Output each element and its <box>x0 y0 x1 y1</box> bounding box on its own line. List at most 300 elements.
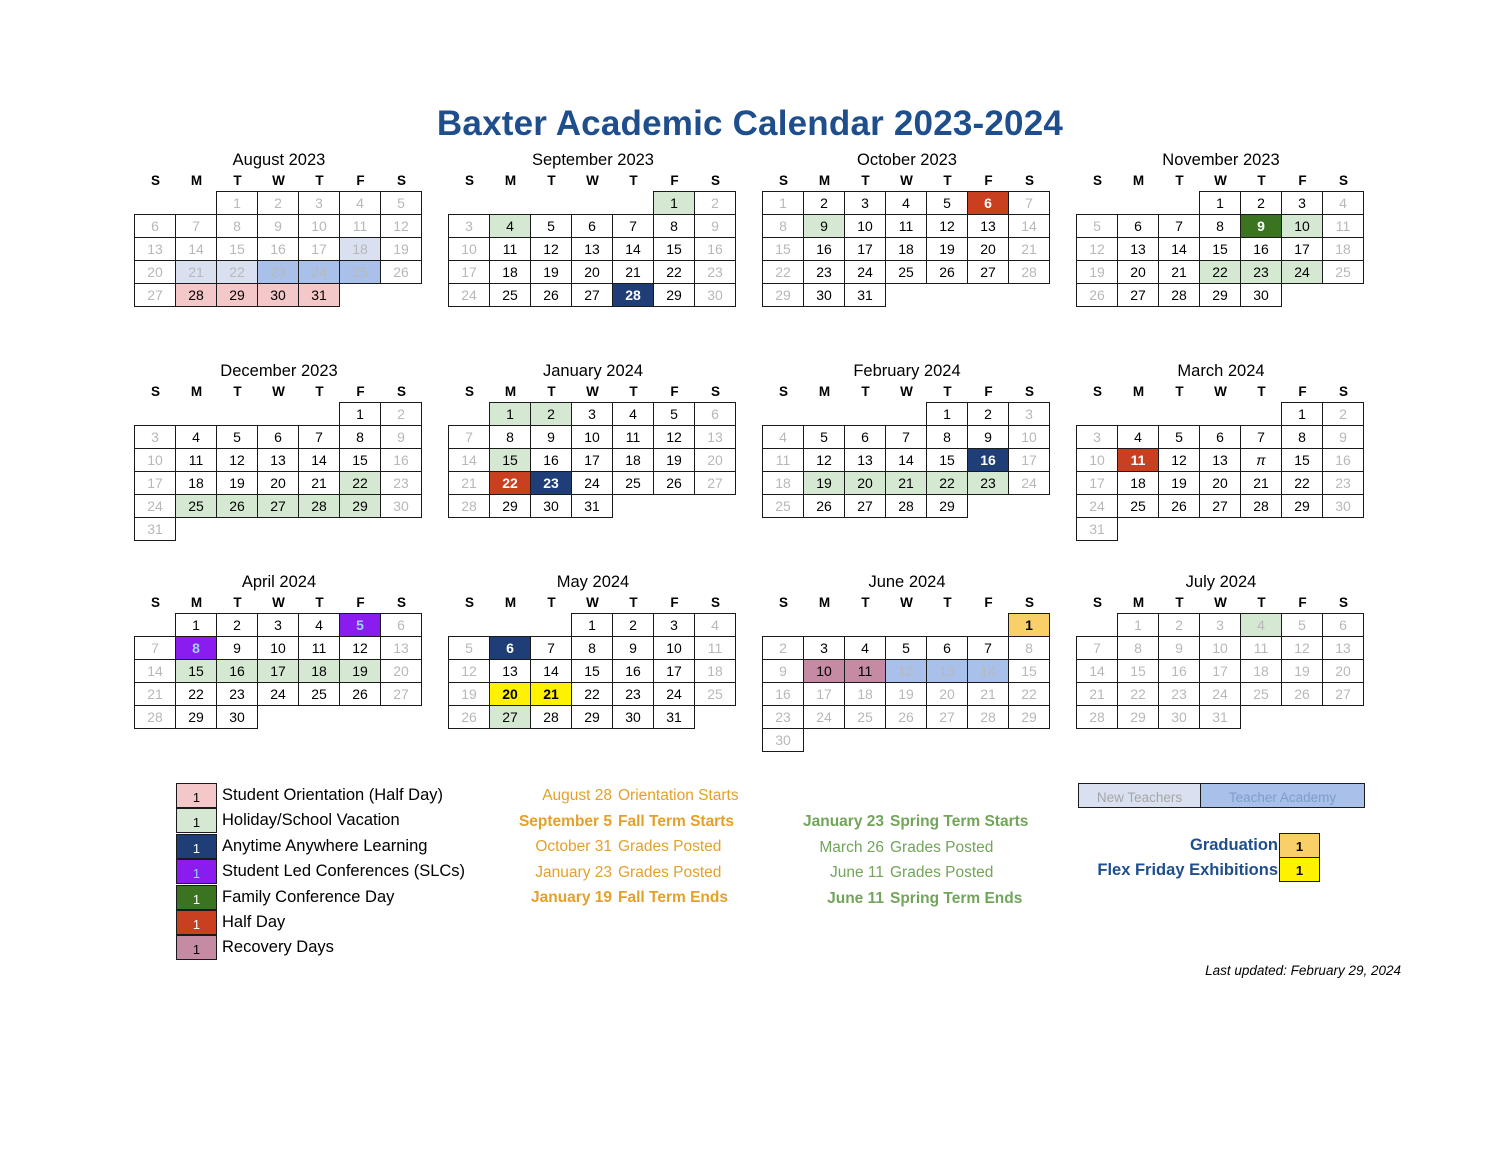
day-cell: π <box>1241 449 1282 472</box>
weekday-label: M <box>818 384 831 399</box>
day-cell: 15 <box>927 449 968 472</box>
month-title: July 2024 <box>1185 573 1257 591</box>
day-cell: 12 <box>1159 449 1200 472</box>
month-title: January 2024 <box>543 362 643 380</box>
day-cell: 24 <box>654 683 695 706</box>
weekday-label: W <box>1214 173 1227 188</box>
day-cell: 11 <box>1241 637 1282 660</box>
day-cell: 15 <box>762 238 804 261</box>
day-cell: 13 <box>1118 238 1159 261</box>
month-title: February 2024 <box>853 362 961 380</box>
day-cell: 27 <box>968 261 1009 284</box>
day-cell: 26 <box>1159 495 1200 518</box>
day-cell: 2 <box>613 613 654 637</box>
day-cell: 13 <box>695 426 736 449</box>
day-cell: 1 <box>216 191 258 215</box>
month-title: November 2023 <box>1162 151 1280 169</box>
weekday-label: F <box>670 595 679 610</box>
day-cell: 19 <box>340 660 381 683</box>
day-cell: 24 <box>448 284 490 307</box>
day-cell: 23 <box>531 472 572 495</box>
weekday-label: S <box>710 384 720 399</box>
day-cell: 16 <box>531 449 572 472</box>
day-cell: 6 <box>1118 214 1159 238</box>
weekday-label: W <box>1214 595 1227 610</box>
weekday-label: T <box>233 384 242 399</box>
day-cell: 16 <box>1241 238 1282 261</box>
day-cell: 31 <box>134 518 176 541</box>
day-cell: 25 <box>1323 261 1364 284</box>
day-cell: 1 <box>1281 402 1323 426</box>
day-cell: 19 <box>217 472 258 495</box>
day-cell: 18 <box>886 238 927 261</box>
weekday-label: F <box>1298 173 1307 188</box>
day-cell: 11 <box>1118 449 1159 472</box>
day-cell: 5 <box>448 636 490 660</box>
day-cell: 27 <box>1323 683 1364 706</box>
month-title: March 2024 <box>1177 362 1265 380</box>
day-cell: 27 <box>572 284 613 307</box>
day-cell: 15 <box>1282 449 1323 472</box>
day-cell: 28 <box>448 495 490 518</box>
day-cell: 21 <box>531 683 572 706</box>
day-cell: 19 <box>1159 472 1200 495</box>
day-cell: 1 <box>339 402 381 426</box>
month-calendar <box>1077 361 1365 537</box>
day-cell: 25 <box>490 284 531 307</box>
month-title: August 2023 <box>232 151 326 169</box>
day-cell: 27 <box>381 683 422 706</box>
month-calendar <box>1077 572 1365 725</box>
weekday-label: S <box>150 384 160 399</box>
day-cell: 1 <box>1117 613 1159 637</box>
day-cell: 23 <box>968 472 1009 495</box>
weekday-label: M <box>818 595 831 610</box>
day-cell: 4 <box>490 214 531 238</box>
day-cell: 5 <box>381 191 422 215</box>
day-cell: 6 <box>968 191 1009 215</box>
legend-swatch: 1 <box>176 910 217 935</box>
day-cell: 18 <box>490 261 531 284</box>
weekday-header <box>135 381 423 403</box>
day-cell: 31 <box>1076 518 1118 541</box>
day-cell: 4 <box>176 425 217 449</box>
weekday-label: T <box>1257 384 1266 399</box>
day-cell: 25 <box>845 706 886 729</box>
day-cell: 20 <box>134 261 176 284</box>
day-cell: 23 <box>804 261 845 284</box>
day-cell: 2 <box>804 191 845 215</box>
day-cell: 14 <box>134 660 176 683</box>
day-cell: 30 <box>762 729 804 752</box>
day-cell: 13 <box>1200 449 1241 472</box>
day-cell: 29 <box>762 284 804 307</box>
day-cell: 26 <box>886 706 927 729</box>
day-cell: 24 <box>845 261 886 284</box>
day-cell: 24 <box>1076 495 1118 518</box>
weekday-label: S <box>1024 173 1034 188</box>
day-cell: 5 <box>654 402 695 426</box>
day-cell: 9 <box>695 215 736 238</box>
day-cell: 4 <box>1118 425 1159 449</box>
day-cell: 19 <box>531 261 572 284</box>
day-cell: 12 <box>886 660 927 683</box>
day-cell: 6 <box>134 214 176 238</box>
weekday-label: S <box>1092 595 1102 610</box>
day-cell: 4 <box>1323 191 1364 215</box>
day-cell: 13 <box>927 660 968 683</box>
day-cell: 6 <box>258 425 299 449</box>
day-cell: 21 <box>1009 238 1050 261</box>
day-cell: 26 <box>1076 284 1118 307</box>
day-cell: 3 <box>1200 613 1241 637</box>
legend-label: Family Conference Day <box>222 887 395 906</box>
day-cell: 29 <box>1282 495 1323 518</box>
day-cell: 28 <box>1159 284 1200 307</box>
term-date: September 5 <box>518 812 612 830</box>
day-cell: 30 <box>1159 706 1200 729</box>
day-cell: 12 <box>381 215 422 238</box>
day-cell: 3 <box>1282 191 1323 215</box>
day-cell: 2 <box>217 613 258 637</box>
day-cell: 23 <box>1323 472 1364 495</box>
day-cell: 12 <box>1076 238 1118 261</box>
weekday-label: F <box>356 595 365 610</box>
weekday-header <box>449 170 737 192</box>
day-cell: 24 <box>1282 261 1323 284</box>
weekday-label: S <box>464 173 474 188</box>
day-cell: 25 <box>299 683 340 706</box>
day-cell: 5 <box>927 191 968 215</box>
day-cell: 1 <box>653 191 695 215</box>
weekday-label: M <box>504 595 517 610</box>
term-date: March 26 <box>819 838 884 856</box>
weekday-header <box>763 592 1051 614</box>
weekday-label: W <box>272 173 285 188</box>
month-calendar <box>763 572 1051 748</box>
weekday-label: S <box>1024 595 1034 610</box>
day-cell: 2 <box>258 191 299 215</box>
weekday-header <box>135 592 423 614</box>
day-cell: 21 <box>299 472 340 495</box>
day-cell: 10 <box>258 637 299 660</box>
month-calendar <box>763 150 1051 303</box>
day-cell: 29 <box>572 706 613 729</box>
day-cell: 28 <box>1241 495 1282 518</box>
day-cell: 7 <box>968 636 1009 660</box>
day-cell: 21 <box>1159 261 1200 284</box>
weekday-label: S <box>1338 595 1348 610</box>
weekday-label: S <box>1092 173 1102 188</box>
day-cell: 14 <box>1159 238 1200 261</box>
day-cell: 24 <box>572 472 613 495</box>
day-cell: 30 <box>695 284 736 307</box>
term-date: June 11 <box>829 864 884 881</box>
day-cell: 5 <box>531 214 572 238</box>
day-cell: 8 <box>762 215 804 238</box>
day-cell: 14 <box>176 238 217 261</box>
month-title: June 2024 <box>868 573 946 591</box>
day-cell: 7 <box>299 425 340 449</box>
day-cell: 19 <box>886 683 927 706</box>
day-cell: 10 <box>1282 215 1323 238</box>
day-cell: 8 <box>340 426 381 449</box>
day-cell: 8 <box>1118 637 1159 660</box>
day-cell: 3 <box>804 636 845 660</box>
day-cell: 22 <box>1200 261 1241 284</box>
weekday-label: F <box>356 384 365 399</box>
month-title: October 2023 <box>857 151 957 169</box>
day-cell: 8 <box>217 215 258 238</box>
day-cell: 2 <box>968 402 1009 426</box>
day-cell: 24 <box>1200 683 1241 706</box>
weekday-label: W <box>900 384 913 399</box>
legend-label: Recovery Days <box>222 938 334 957</box>
day-cell: 13 <box>845 449 886 472</box>
weekday-label: T <box>629 384 638 399</box>
day-cell: 28 <box>968 706 1009 729</box>
weekday-label: S <box>1338 384 1348 399</box>
weekday-label: S <box>778 173 788 188</box>
day-cell: 4 <box>845 636 886 660</box>
day-cell: 2 <box>1241 191 1282 215</box>
day-cell: 15 <box>217 238 258 261</box>
day-cell: 18 <box>845 683 886 706</box>
legend-label: Anytime Anywhere Learning <box>222 836 428 855</box>
term-event: Spring Term Ends <box>890 889 1023 907</box>
day-cell: 31 <box>299 284 340 307</box>
day-cell: 17 <box>258 660 299 683</box>
day-cell: 3 <box>1076 425 1118 449</box>
term-event: Fall Term Starts <box>618 812 735 830</box>
day-cell: 22 <box>490 472 531 495</box>
day-cell: 29 <box>217 284 258 307</box>
month-calendar <box>135 361 423 537</box>
term-date: August 28 <box>542 787 612 804</box>
day-cell: 27 <box>134 284 176 307</box>
day-cell: 15 <box>572 660 613 683</box>
day-cell: 25 <box>1118 495 1159 518</box>
legend-label: Student Orientation (Half Day) <box>222 786 444 804</box>
day-cell: 11 <box>886 215 927 238</box>
day-cell: 26 <box>340 683 381 706</box>
weekday-label: S <box>1092 384 1102 399</box>
weekday-label: T <box>629 173 638 188</box>
term-date: June 11 <box>827 889 884 907</box>
term-event: Grades Posted <box>618 838 722 855</box>
day-cell: 8 <box>927 426 968 449</box>
day-cell: 29 <box>176 706 217 729</box>
day-cell: 20 <box>695 449 736 472</box>
day-cell: 29 <box>654 284 695 307</box>
last-updated: Last updated: February 29, 2024 <box>1205 963 1401 978</box>
day-cell: 18 <box>613 449 654 472</box>
day-cell: 15 <box>1200 238 1241 261</box>
day-cell: 9 <box>1241 215 1282 238</box>
special-legend <box>1080 833 1320 885</box>
month-calendar <box>763 361 1051 514</box>
day-cell: 16 <box>1323 449 1364 472</box>
day-cell: 1 <box>926 402 968 426</box>
day-cell: 28 <box>299 495 340 518</box>
weekday-label: T <box>233 173 242 188</box>
day-cell: 30 <box>531 495 572 518</box>
term-event: Fall Term Ends <box>618 889 728 906</box>
month-calendar <box>1077 150 1365 303</box>
day-cell: 28 <box>134 706 176 729</box>
weekday-label: W <box>586 595 599 610</box>
weekday-header <box>763 170 1051 192</box>
weekday-label: W <box>272 595 285 610</box>
weekday-label: S <box>778 595 788 610</box>
day-cell: 14 <box>531 660 572 683</box>
day-cell: 30 <box>258 284 299 307</box>
day-cell: 9 <box>762 660 804 683</box>
day-cell: 28 <box>1009 261 1050 284</box>
day-cell: 30 <box>1323 495 1364 518</box>
day-cell: 25 <box>176 495 217 518</box>
day-cell: 17 <box>1282 238 1323 261</box>
term-date: January 23 <box>535 863 612 881</box>
day-cell: 8 <box>1009 637 1050 660</box>
weekday-label: F <box>984 384 993 399</box>
term-date: January 19 <box>531 889 612 906</box>
day-cell: 11 <box>613 426 654 449</box>
day-cell: 10 <box>572 426 613 449</box>
day-cell: 4 <box>299 613 340 637</box>
day-cell: 11 <box>490 238 531 261</box>
day-cell: 25 <box>340 261 381 284</box>
day-cell: 29 <box>490 495 531 518</box>
day-cell: 23 <box>695 261 736 284</box>
day-cell: 20 <box>1323 660 1364 683</box>
day-cell: 19 <box>448 683 490 706</box>
day-cell: 16 <box>217 660 258 683</box>
weekday-label: T <box>547 384 556 399</box>
day-cell: 1 <box>762 191 804 215</box>
day-cell: 28 <box>886 495 927 518</box>
day-cell: 18 <box>695 660 736 683</box>
day-cell: 22 <box>927 472 968 495</box>
day-cell: 2 <box>695 191 736 215</box>
day-cell: 3 <box>1009 402 1050 426</box>
day-cell: 23 <box>613 683 654 706</box>
day-cell: 30 <box>381 495 422 518</box>
day-cell: 19 <box>927 238 968 261</box>
day-cell: 5 <box>1282 613 1323 637</box>
legend-swatch: 1 <box>176 859 217 884</box>
day-cell: 11 <box>845 660 886 683</box>
day-cell: 23 <box>381 472 422 495</box>
weekday-label: S <box>710 173 720 188</box>
day-cell: 12 <box>927 215 968 238</box>
weekday-label: S <box>150 595 160 610</box>
day-cell: 18 <box>762 472 804 495</box>
day-cell: 9 <box>804 215 845 238</box>
day-cell: 18 <box>1323 238 1364 261</box>
day-cell: 3 <box>299 191 340 215</box>
day-cell: 22 <box>217 261 258 284</box>
day-cell: 8 <box>1200 215 1241 238</box>
day-cell: 26 <box>654 472 695 495</box>
day-cell: 22 <box>572 683 613 706</box>
day-cell: 10 <box>1009 426 1050 449</box>
day-cell: 2 <box>381 402 422 426</box>
day-cell: 24 <box>258 683 299 706</box>
day-cell: 16 <box>804 238 845 261</box>
weekday-label: W <box>272 384 285 399</box>
day-cell: 7 <box>1076 636 1118 660</box>
day-cell: 9 <box>531 426 572 449</box>
weekday-label: T <box>943 384 952 399</box>
weekday-label: F <box>670 384 679 399</box>
weekday-label: F <box>1298 595 1307 610</box>
day-cell: 20 <box>572 261 613 284</box>
day-cell: 13 <box>490 660 531 683</box>
day-cell: 9 <box>258 215 299 238</box>
weekday-label: T <box>1175 384 1184 399</box>
weekday-label: F <box>1298 384 1307 399</box>
day-cell: 15 <box>490 449 531 472</box>
day-cell: 27 <box>927 706 968 729</box>
day-cell: 14 <box>1009 215 1050 238</box>
term-event: Spring Term Starts <box>890 813 1029 830</box>
day-cell: 7 <box>448 425 490 449</box>
day-cell: 9 <box>217 637 258 660</box>
day-cell: 15 <box>1118 660 1159 683</box>
day-cell: 24 <box>134 495 176 518</box>
weekday-label: T <box>861 173 870 188</box>
day-cell: 12 <box>217 449 258 472</box>
day-cell: 5 <box>886 636 927 660</box>
legend-swatch: 1 <box>176 808 217 833</box>
day-cell: 25 <box>613 472 654 495</box>
day-cell: 17 <box>845 238 886 261</box>
day-cell: 11 <box>299 637 340 660</box>
weekday-label: S <box>1338 173 1348 188</box>
day-cell: 11 <box>1323 215 1364 238</box>
day-cell: 14 <box>613 238 654 261</box>
day-cell: 17 <box>299 238 340 261</box>
day-cell: 17 <box>134 472 176 495</box>
day-cell: 20 <box>490 683 531 706</box>
day-cell: 16 <box>613 660 654 683</box>
weekday-label: S <box>710 595 720 610</box>
day-cell: 18 <box>176 472 217 495</box>
term-event: Orientation Starts <box>618 787 739 804</box>
weekday-header <box>449 592 737 614</box>
day-cell: 21 <box>134 683 176 706</box>
legend-label: Student Led Conferences (SLCs) <box>222 862 466 881</box>
day-cell: 27 <box>695 472 736 495</box>
day-cell: 4 <box>613 402 654 426</box>
day-cell: 18 <box>340 238 381 261</box>
day-cell: 27 <box>258 495 299 518</box>
day-cell: 4 <box>886 191 927 215</box>
day-cell: 3 <box>134 425 176 449</box>
day-cell: 11 <box>762 449 804 472</box>
day-cell: 1 <box>1008 613 1050 637</box>
day-cell: 17 <box>572 449 613 472</box>
day-cell: 12 <box>804 449 845 472</box>
weekday-label: T <box>629 595 638 610</box>
day-cell: 15 <box>654 238 695 261</box>
month-title: December 2023 <box>220 362 338 380</box>
day-cell: 8 <box>654 215 695 238</box>
day-cell: 27 <box>490 706 531 729</box>
weekday-label: S <box>150 173 160 188</box>
weekday-label: F <box>984 173 993 188</box>
